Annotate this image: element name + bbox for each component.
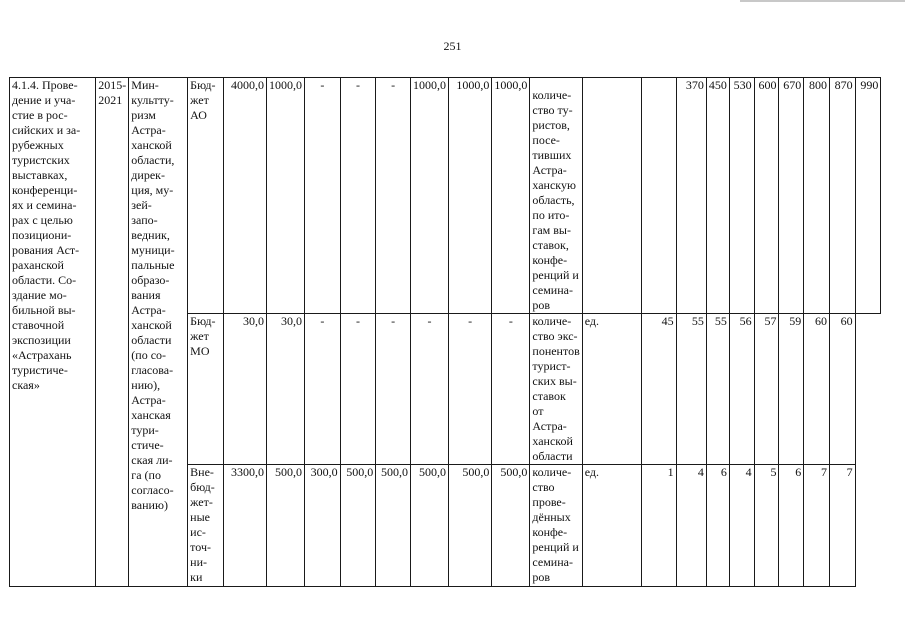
target-value-cell: 6 xyxy=(706,465,729,587)
year-value-cell: - xyxy=(376,78,411,314)
year-value-cell: - xyxy=(340,314,376,465)
year-value-cell: 1000,0 xyxy=(492,78,530,314)
target-value-cell: 56 xyxy=(729,314,754,465)
unit-cell: ед. xyxy=(582,465,642,587)
year-value-cell: 500,0 xyxy=(448,465,491,587)
year-value-cell: 300,0 xyxy=(305,465,341,587)
year-value-cell: 30,0 xyxy=(267,314,305,465)
target-value-cell: 450 xyxy=(706,78,729,314)
year-value-cell: 1000,0 xyxy=(267,78,305,314)
target-value-cell: 670 xyxy=(779,78,804,314)
indicator-cell: количе- ство прове- дённых конфе- ренций и семина- ров xyxy=(530,465,582,587)
year-value-cell: 500,0 xyxy=(267,465,305,587)
target-value-cell: 990 xyxy=(855,78,881,314)
target-value-cell: 4 xyxy=(676,465,706,587)
year-value-cell: - xyxy=(492,314,530,465)
year-value-cell: 500,0 xyxy=(340,465,376,587)
indicator-cell: количе- ство экс- понентов турист- ских вы- ставок от Астра- ханской области xyxy=(530,314,582,465)
total-cell: 3300,0 xyxy=(223,465,266,587)
event-name-cell: 4.1.4. Прове- дение и уча- стие в рос- сийских и за- рубежных туристских выставках, конференци- ях и семина- рах с целью позициони- рования Аст- раханской области. Со- здание мо- бильной вы- ставочной экспозиции «Астрахань туристиче- ская» xyxy=(10,78,96,587)
target-value-cell: 870 xyxy=(829,78,855,314)
target-value-cell: 55 xyxy=(706,314,729,465)
base-value-cell xyxy=(642,78,676,314)
target-value-cell: 600 xyxy=(754,78,779,314)
program-table xyxy=(9,77,905,587)
year-value-cell: - xyxy=(340,78,376,314)
year-value-cell: - xyxy=(410,314,448,465)
target-value-cell: 4 xyxy=(729,465,754,587)
target-value-cell: 60 xyxy=(829,314,855,465)
year-value-cell: 1000,0 xyxy=(448,78,491,314)
year-value-cell: - xyxy=(448,314,491,465)
target-value-cell: 57 xyxy=(754,314,779,465)
funding-source-cell: Вне- бюд- жет- ные ис- точ- ни- ки xyxy=(188,465,223,587)
year-value-cell: 500,0 xyxy=(376,465,411,587)
executors-cell: Мин- культту- ризм Астра- ханской области, дирек- ция, му- зей- запо- ведник, муници- пальные образо- вания Астра- ханской области (по со- гласова- нию), Астра- ханская тури- стиче- ская ли- га (по согласо- ванию) xyxy=(129,78,188,587)
base-value-cell: 45 xyxy=(642,314,676,465)
page-number: 251 xyxy=(443,39,462,53)
funding-source-cell: Бюд- жет АО xyxy=(188,78,223,314)
target-value-cell: 60 xyxy=(804,314,830,465)
target-value-cell: 59 xyxy=(779,314,804,465)
top-rule xyxy=(740,0,905,2)
target-value-cell: 800 xyxy=(804,78,830,314)
target-value-cell: 5 xyxy=(754,465,779,587)
years-cell: 2015- 2021 xyxy=(96,78,129,587)
year-value-cell: - xyxy=(305,78,341,314)
target-value-cell: 7 xyxy=(804,465,830,587)
target-value-cell: 7 xyxy=(829,465,855,587)
funding-source-cell: Бюд- жет МО xyxy=(188,314,223,465)
unit-cell: ед. xyxy=(582,314,642,465)
target-value-cell: 370 xyxy=(676,78,706,314)
year-value-cell: 500,0 xyxy=(492,465,530,587)
table-row xyxy=(10,78,905,314)
target-value-cell: 55 xyxy=(676,314,706,465)
total-cell: 4000,0 xyxy=(223,78,266,314)
year-value-cell: 1000,0 xyxy=(410,78,448,314)
target-value-cell: 6 xyxy=(779,465,804,587)
total-cell: 30,0 xyxy=(223,314,266,465)
unit-cell xyxy=(582,78,642,314)
year-value-cell: - xyxy=(305,314,341,465)
year-value-cell: 500,0 xyxy=(410,465,448,587)
indicator-cell: количе- ство ту- ристов, посе- тивших Астра- ханскую область, по ито- гам вы- ставок, конфе- ренций и семина- ров xyxy=(530,78,582,314)
year-value-cell: - xyxy=(376,314,411,465)
target-value-cell: 530 xyxy=(729,78,754,314)
base-value-cell: 1 xyxy=(642,465,676,587)
